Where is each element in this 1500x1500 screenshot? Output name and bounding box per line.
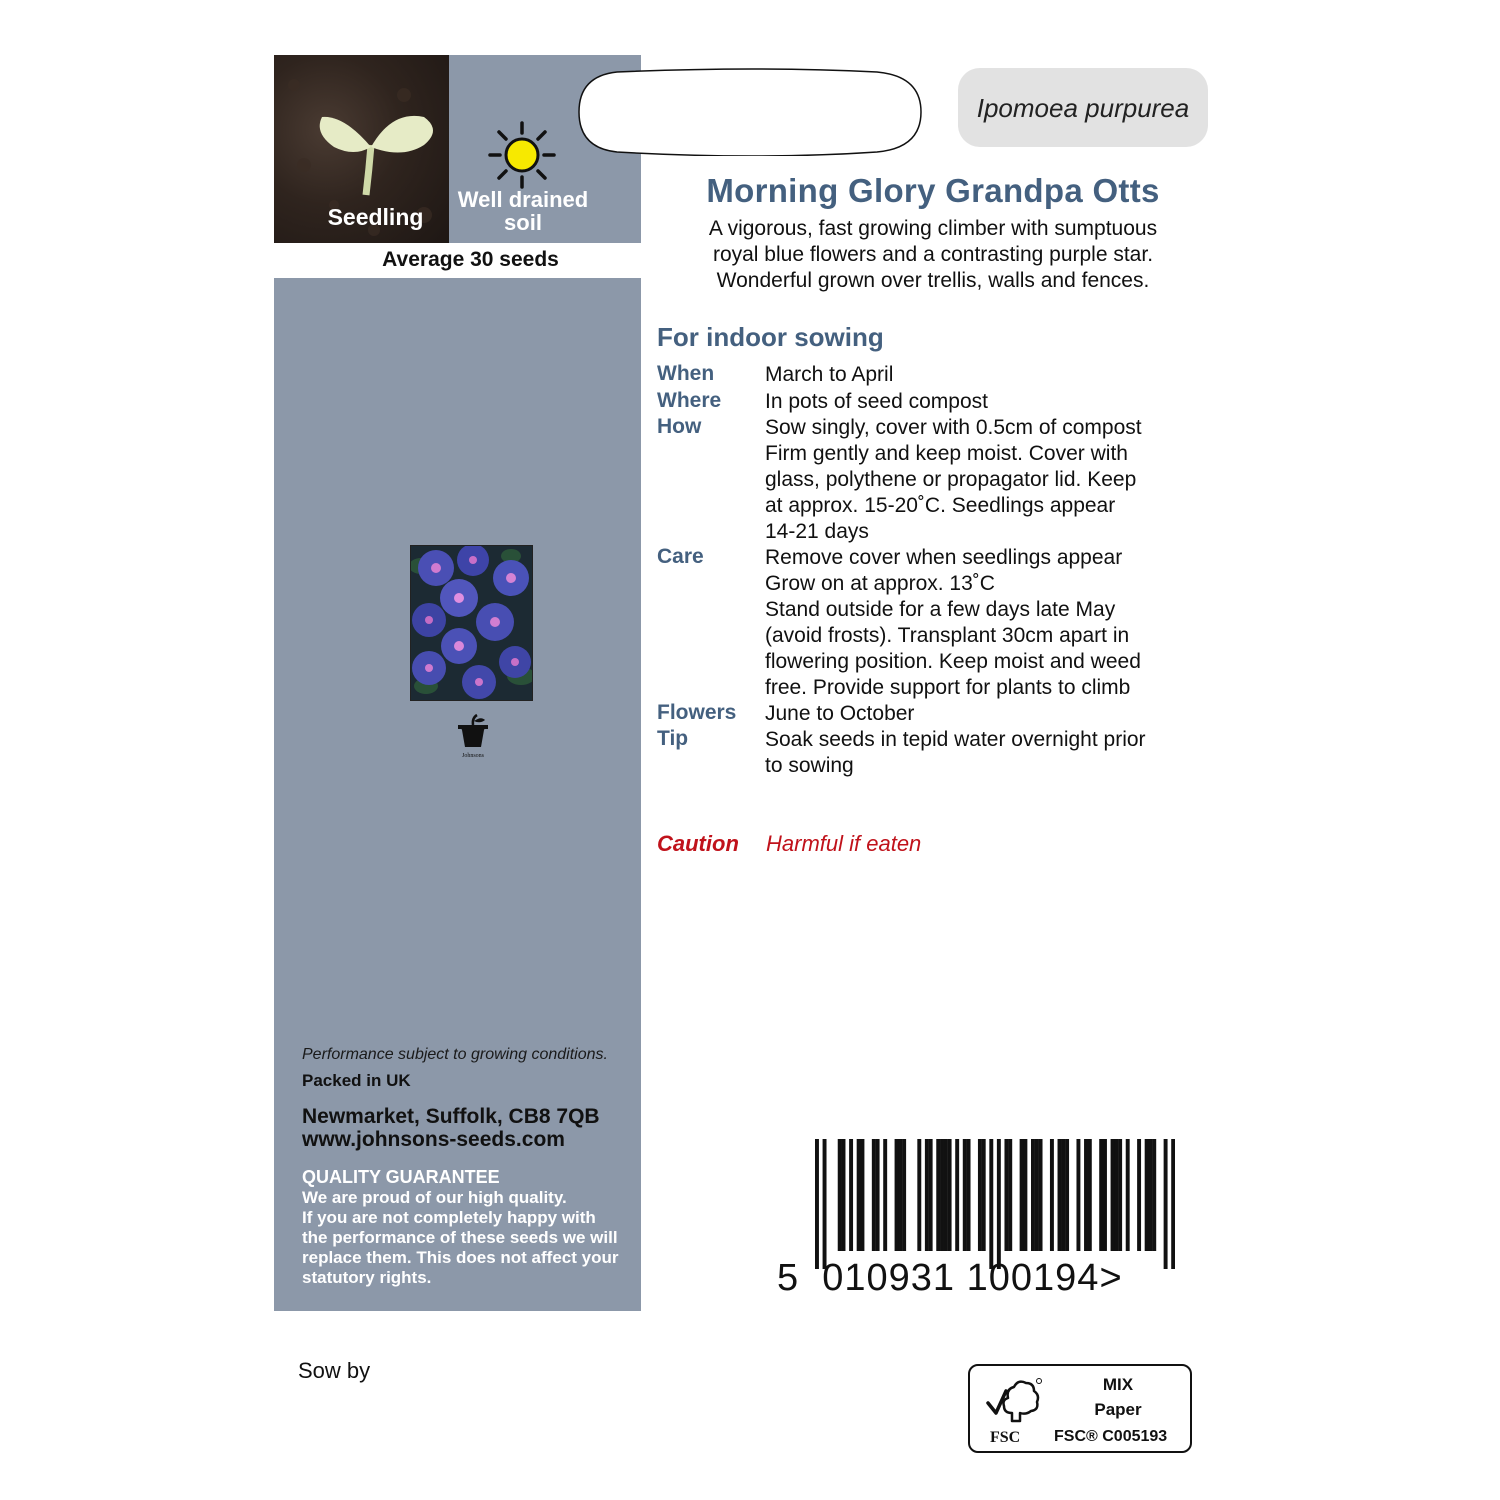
description-line: Wonderful grown over trellis, walls and fences. (716, 269, 1150, 292)
product-description (660, 216, 1206, 294)
row-line: (avoid frosts). Transplant 30cm apart in (765, 624, 1130, 647)
barcode-bar (1114, 1139, 1118, 1251)
barcode-group-2: 100194 (966, 1257, 1100, 1299)
caution-label: Caution (657, 831, 739, 856)
barcode-digits (777, 1257, 1123, 1300)
row-value-where (765, 389, 1205, 415)
barcode-bar (1118, 1139, 1122, 1251)
barcode-bar (1103, 1139, 1107, 1251)
barcode-bar (1058, 1139, 1062, 1251)
barcode-bar (1061, 1139, 1065, 1251)
barcode-bar (1164, 1139, 1168, 1269)
barcode-bar (1111, 1139, 1115, 1251)
quality-line: the performance of these seeds we will (302, 1228, 618, 1247)
sow-by-label: Sow by (298, 1358, 371, 1383)
barcode-bar (876, 1139, 880, 1251)
barcode-bar (898, 1139, 902, 1251)
performance-note: Performance subject to growing conditions. (302, 1046, 608, 1063)
fsc-paper: Paper (1094, 1400, 1142, 1419)
row-line: June to October (765, 702, 915, 725)
soil-label-line: Well drained (457, 187, 589, 212)
barcode-bar (1076, 1139, 1080, 1251)
label-window (577, 68, 923, 156)
barcode-bar (1004, 1139, 1008, 1251)
barcode-bar (1152, 1139, 1156, 1251)
barcode-bar (1084, 1139, 1088, 1251)
row-label-care: Care (657, 545, 704, 568)
description-line: A vigorous, fast growing climber with sumptuous (708, 217, 1158, 240)
barcode-bar (997, 1139, 1001, 1269)
row-value-how (765, 415, 1205, 545)
quality-line: We are proud of our high quality. (302, 1188, 567, 1207)
barcode-bar (917, 1139, 921, 1251)
description-line: royal blue flowers and a contrasting purple star. (712, 243, 1154, 266)
row-line: Soak seeds in tepid water overnight prior (765, 728, 1146, 751)
fsc-code: FSC® C005193 (1054, 1428, 1168, 1445)
barcode-bar (857, 1139, 861, 1251)
barcode-bar (1171, 1139, 1175, 1269)
row-line: free. Provide support for plants to climb (765, 676, 1131, 699)
barcode-bar (940, 1139, 944, 1251)
packed-in: Packed in UK (302, 1071, 411, 1090)
barcode-bar (978, 1139, 982, 1251)
barcode-bar (1145, 1139, 1149, 1251)
barcode-bar (1126, 1139, 1130, 1251)
barcode-bar (925, 1139, 929, 1251)
row-line: at approx. 15-20˚C. Seedlings appear (765, 494, 1116, 517)
barcode-bar (883, 1139, 887, 1251)
barcode-bar (1088, 1139, 1092, 1251)
barcode-bar (895, 1139, 899, 1251)
row-line: Remove cover when seedlings appear (765, 546, 1123, 569)
barcode-bar (860, 1139, 864, 1251)
sowing-section-heading: For indoor sowing (657, 322, 884, 352)
barcode-bar (936, 1139, 940, 1251)
row-line: flowering position. Keep moist and weed (765, 650, 1141, 673)
seedling-label: Seedling (327, 204, 424, 230)
barcode-bar (1137, 1139, 1141, 1251)
barcode-bar (823, 1139, 827, 1269)
row-line: Sow singly, cover with 0.5cm of compost (765, 416, 1142, 439)
barcode-group-1: 010931 (822, 1257, 956, 1299)
barcode-bar (842, 1139, 846, 1251)
soil-label-line: soil (504, 210, 542, 235)
fsc-tree-icon (982, 1373, 1044, 1429)
row-label-tip: Tip (657, 727, 689, 750)
fsc-logo-word: FSC (990, 1429, 1021, 1446)
row-value-when (765, 362, 1205, 388)
barcode-bar (1035, 1139, 1039, 1251)
product-title: Morning Glory Grandpa Otts (706, 172, 1160, 209)
row-line: Stand outside for a few days late May (765, 598, 1116, 621)
row-line: glass, polythene or propagator lid. Keep (765, 468, 1137, 491)
barcode-bar (1039, 1139, 1043, 1251)
row-line: March to April (765, 363, 894, 386)
soil-type-label (449, 188, 597, 234)
johnsons-logo-icon (455, 713, 491, 759)
flower-photo (410, 545, 533, 701)
row-label-flowers: Flowers (657, 701, 737, 724)
barcode-bar (989, 1139, 993, 1269)
company-address: Newmarket, Suffolk, CB8 7QB (302, 1105, 600, 1128)
barcode-bar (838, 1139, 842, 1251)
row-label-where: Where (657, 389, 722, 412)
quality-line: replace them. This does not affect your (302, 1248, 619, 1267)
row-line: Grow on at approx. 13˚C (765, 572, 995, 595)
barcode-bar (982, 1139, 986, 1251)
barcode-bar (872, 1139, 876, 1251)
caution-text: Harmful if eaten (766, 831, 922, 856)
latin-name: Ipomoea purpurea (976, 93, 1190, 123)
row-label-when: When (657, 362, 715, 385)
barcode-bar (967, 1139, 971, 1251)
row-value-flowers (765, 701, 1205, 727)
barcode-end-marker: > (1099, 1257, 1123, 1299)
barcode-bar (1099, 1139, 1103, 1251)
barcode-bar (1031, 1139, 1035, 1251)
row-line: to sowing (765, 754, 854, 777)
barcode-bar (902, 1139, 906, 1251)
barcode-bar (1008, 1139, 1012, 1251)
row-value-care (765, 545, 1205, 701)
barcode-first-digit: 5 (777, 1257, 800, 1299)
quality-line: If you are not completely happy with (302, 1208, 596, 1227)
barcode-bar (1148, 1139, 1152, 1251)
row-label-how: How (657, 415, 702, 438)
barcode-bar (815, 1139, 819, 1269)
barcode-bar (1023, 1139, 1027, 1251)
quality-guarantee-text (302, 1188, 637, 1288)
row-line: 14-21 days (765, 520, 869, 543)
seeds-count: Average 30 seeds (382, 248, 559, 271)
barcode-bar (929, 1139, 933, 1251)
quality-line: statutory rights. (302, 1268, 432, 1287)
fsc-mix: MIX (1102, 1375, 1134, 1394)
row-value-tip (765, 727, 1205, 779)
barcode-bar (849, 1139, 853, 1251)
barcode-bar (963, 1139, 967, 1251)
barcode-bar (944, 1139, 948, 1251)
row-line: Firm gently and keep moist. Cover with (765, 442, 1128, 465)
row-line: In pots of seed compost (765, 390, 988, 413)
barcode-bar (1050, 1139, 1054, 1251)
barcode-bar (955, 1139, 959, 1251)
sun-icon (486, 119, 558, 191)
barcode-bar (1065, 1139, 1069, 1251)
barcode-bar (948, 1139, 952, 1251)
barcode-bar (1020, 1139, 1024, 1251)
logo-text: Johnsons (461, 753, 485, 759)
website-link[interactable]: www.johnsons-seeds.com (302, 1128, 565, 1151)
quality-guarantee-title: QUALITY GUARANTEE (302, 1167, 500, 1187)
barcode (815, 1139, 1175, 1269)
